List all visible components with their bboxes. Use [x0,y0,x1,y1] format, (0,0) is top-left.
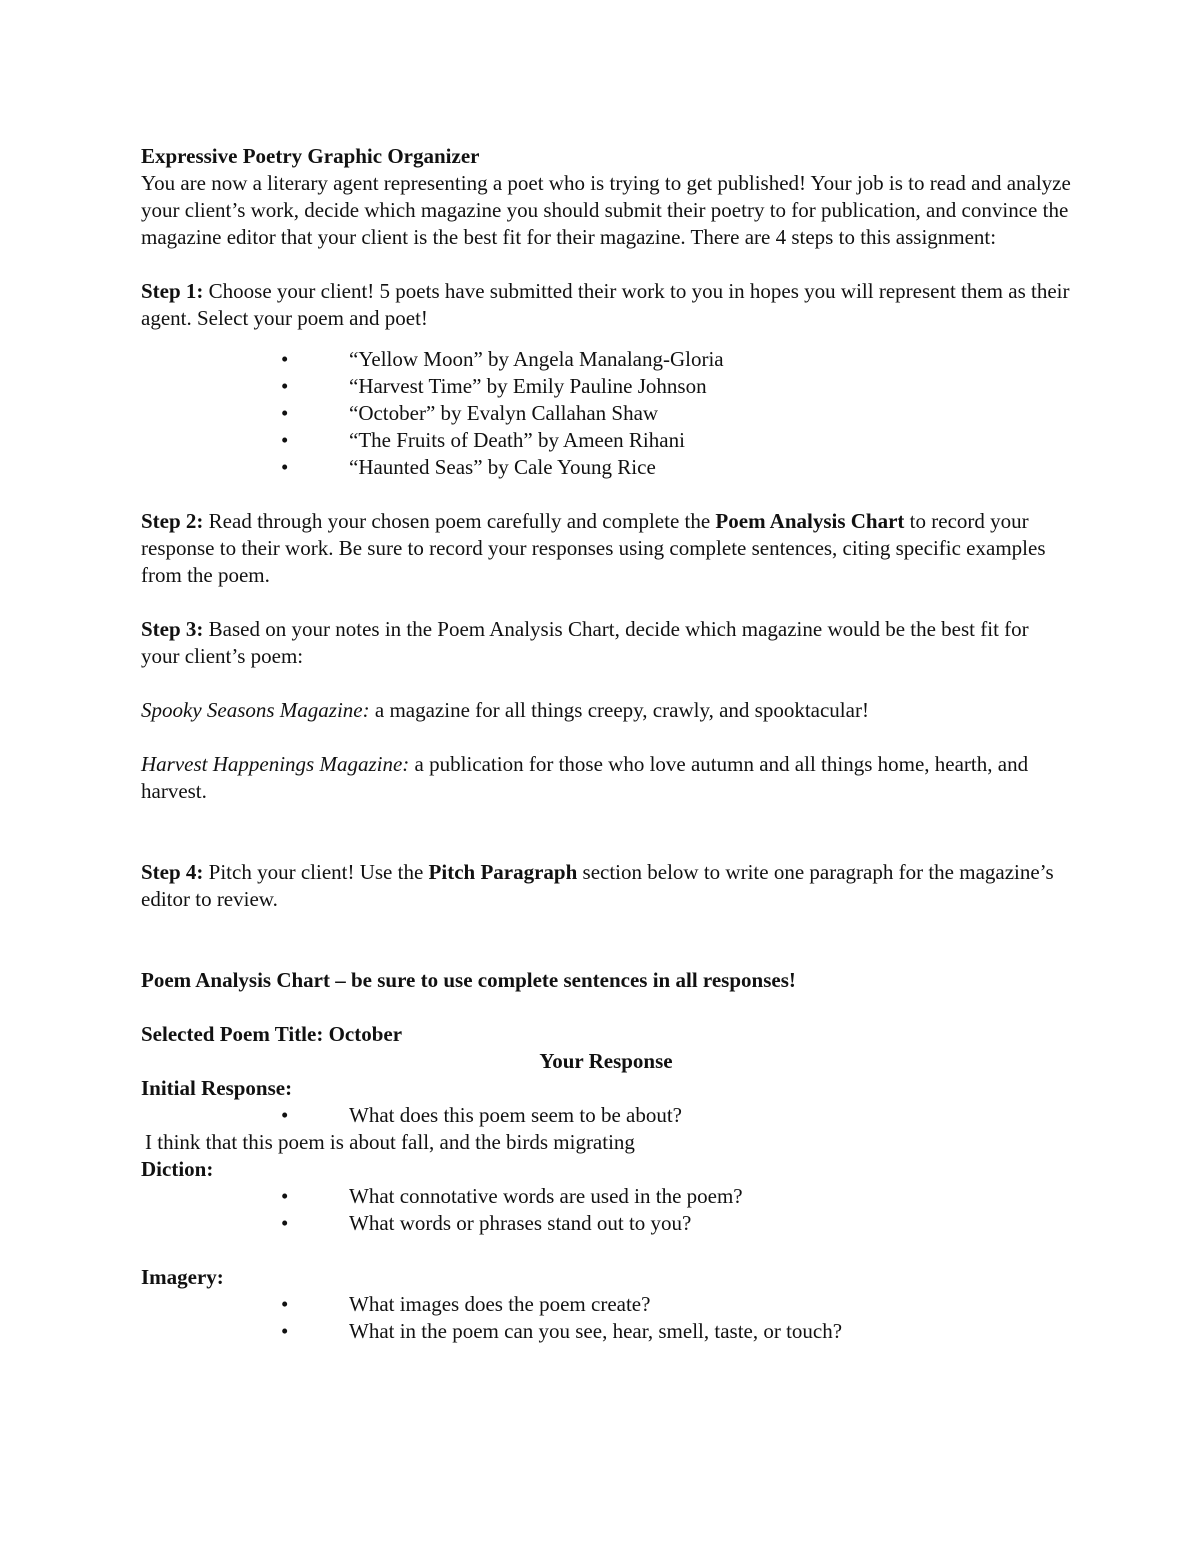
initial-response-label: Initial Response: [141,1076,293,1100]
list-item: • What does this poem seem to be about? [281,1103,682,1127]
step-1: Step 1: Choose your client! 5 poets have submitted their work to you in hopes you will represent them as their agent. Select your poem and poet! [141,279,1070,330]
diction-questions [141,1183,1071,1237]
response-column-header: Your Response [539,1049,673,1073]
selected-poem-title: Selected Poem Title: October [141,1022,403,1046]
list-item: • “Yellow Moon” by Angela Manalang-Gloria [281,347,724,371]
diction-label: Diction: [141,1157,214,1181]
list-item: • What words or phrases stand out to you? [281,1211,692,1235]
step-3: Step 3: Based on your notes in the Poem Analysis Chart, decide which magazine would be the best fit for your client’s poem: [141,617,1029,668]
list-item: • What images does the poem create? [281,1292,651,1316]
list-item: • What in the poem can you see, hear, smell, taste, or touch? [281,1319,843,1343]
initial-response-answer: I think that this poem is about fall, and the birds migrating [145,1130,635,1154]
list-item: • “The Fruits of Death” by Ameen Rihani [281,428,685,452]
poem-list [141,346,1071,481]
document-page [141,143,1071,1345]
imagery-questions [141,1291,1071,1345]
initial-questions [141,1102,1071,1129]
list-item: • “October” by Evalyn Callahan Shaw [281,401,659,425]
step-2: Step 2: Read through your chosen poem carefully and complete the Poem Analysis Chart to record your response to their work. Be sure to record your responses using complete sentences, citing specific examples from the poem. [141,509,1046,587]
list-item: • “Harvest Time” by Emily Pauline Johnson [281,374,707,398]
document-title: Expressive Poetry Graphic Organizer [141,144,480,168]
step-4: Step 4: Pitch your client! Use the Pitch Paragraph section below to write one paragraph for the magazine’s editor to review. [141,860,1054,911]
magazine-harvest: Harvest Happenings Magazine: a publication for those who love autumn and all things home, hearth, and harvest. [141,752,1029,803]
chart-heading: Poem Analysis Chart – be sure to use complete sentences in all responses! [141,968,796,992]
magazine-spooky: Spooky Seasons Magazine: a magazine for all things creepy, crawly, and spooktacular! [141,698,869,722]
list-item: • “Haunted Seas” by Cale Young Rice [281,455,656,479]
intro-paragraph: You are now a literary agent representing a poet who is trying to get published! Your job is to read and analyze your client’s work, decide which magazine you should submit their poetry to for publication, and convince the magazine editor that your client is the best fit for their magazine. There are 4 steps to this assignment: [141,171,1071,249]
imagery-label: Imagery: [141,1265,224,1289]
list-item: • What connotative words are used in the poem? [281,1184,743,1208]
